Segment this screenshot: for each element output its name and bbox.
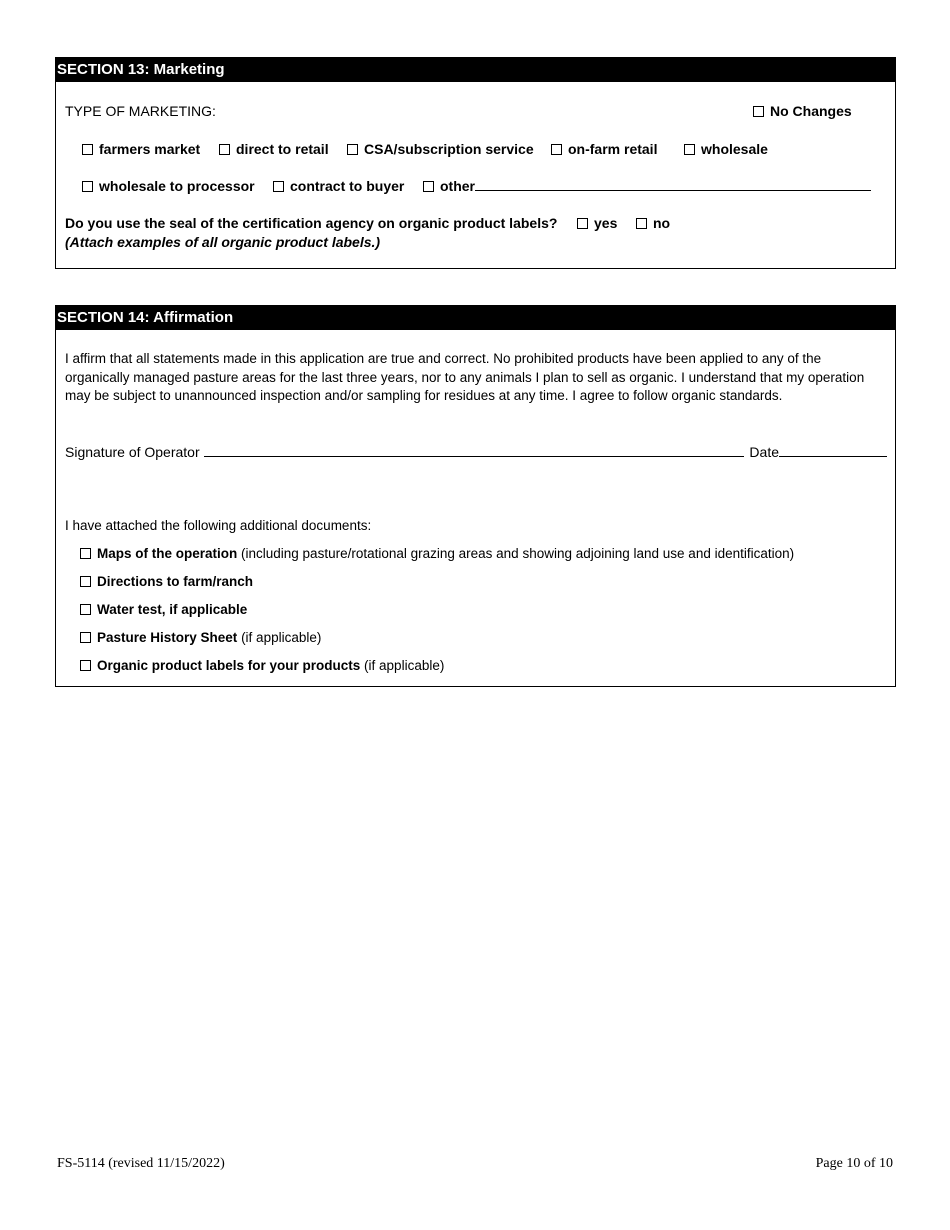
doc-water-title: Water test, if applicable (97, 602, 248, 617)
doc-pasture-checkbox[interactable] (80, 632, 91, 643)
doc-labels-title: Organic product labels for your products (97, 658, 361, 673)
farmers-market-label: farmers market (99, 141, 201, 157)
type-of-marketing-label: TYPE OF MARKETING: (65, 103, 216, 119)
signature-line[interactable] (204, 444, 744, 457)
farmers-market-checkbox[interactable] (82, 144, 93, 155)
no-changes-option[interactable] (753, 103, 852, 119)
no-changes-label: No Changes (770, 103, 852, 119)
doc-maps-checkbox[interactable] (80, 548, 91, 559)
direct-to-retail-label: direct to retail (236, 141, 329, 157)
page-number: Page 10 of 10 (815, 1156, 893, 1171)
doc-pasture-title: Pasture History Sheet (97, 630, 238, 645)
on-farm-retail-label: on-farm retail (568, 141, 658, 157)
direct-to-retail-checkbox[interactable] (219, 144, 230, 155)
date-line[interactable] (779, 444, 887, 457)
doc-item-labels[interactable] (80, 658, 444, 673)
seal-question-text: Do you use the seal of the certification agency on organic product labels? (65, 215, 558, 231)
doc-item-water-test[interactable] (80, 602, 247, 617)
other-text-line[interactable] (475, 178, 871, 191)
doc-directions-checkbox[interactable] (80, 576, 91, 587)
date-label: Date (749, 444, 779, 460)
affirmation-text: I affirm that all statements made in this application are true and correct. No prohibited products have been applied to any of the organically managed pasture areas for the last three years, nor to any animals I plan to sell as organic. I understand that my operation may be subject to unannounced inspection and/or sampling for residues at any time. I agree to follow organic standards. (65, 351, 865, 403)
option-csa-subscription[interactable] (347, 141, 534, 157)
doc-directions-title: Directions to farm/ranch (97, 574, 254, 589)
form-id: FS-5114 (revised 11/15/2022) (57, 1156, 225, 1171)
wholesale-to-processor-label: wholesale to processor (99, 178, 255, 194)
section-14-affirmation (55, 305, 896, 687)
doc-maps-note: (including pasture/rotational grazing areas and showing adjoining land use and identification) (237, 546, 795, 561)
option-farmers-market[interactable] (82, 141, 200, 157)
option-wholesale-to-processor[interactable] (82, 178, 255, 194)
doc-item-directions[interactable] (80, 574, 253, 589)
section-14-title: SECTION 14: Affirmation (56, 306, 895, 330)
seal-question (65, 215, 557, 231)
seal-no-checkbox[interactable] (636, 218, 647, 229)
doc-labels-note: (if applicable) (360, 658, 445, 673)
doc-item-pasture-history[interactable] (80, 630, 321, 645)
doc-labels-checkbox[interactable] (80, 660, 91, 671)
wholesale-to-processor-checkbox[interactable] (82, 181, 93, 192)
option-direct-to-retail[interactable] (219, 141, 329, 157)
other-checkbox[interactable] (423, 181, 434, 192)
doc-pasture-note: (if applicable) (237, 630, 322, 645)
documents-intro: I have attached the following additional documents: (65, 518, 372, 533)
wholesale-checkbox[interactable] (684, 144, 695, 155)
wholesale-label: wholesale (701, 141, 768, 157)
option-contract-to-buyer[interactable] (273, 178, 404, 194)
seal-no-label: no (653, 215, 671, 231)
no-changes-checkbox[interactable] (753, 106, 764, 117)
on-farm-retail-checkbox[interactable] (551, 144, 562, 155)
attach-note: (Attach examples of all organic product labels.) (65, 234, 381, 250)
csa-label: CSA/subscription service (364, 141, 534, 157)
signature-label: Signature of Operator (65, 444, 200, 460)
section-13-marketing (55, 57, 896, 269)
seal-yes-checkbox[interactable] (577, 218, 588, 229)
other-label: other (440, 178, 475, 194)
doc-water-checkbox[interactable] (80, 604, 91, 615)
option-wholesale[interactable] (684, 141, 768, 157)
section-13-title: SECTION 13: Marketing (56, 58, 895, 82)
seal-yes-option[interactable] (577, 215, 617, 231)
option-other[interactable] (423, 178, 871, 194)
signature-row (65, 444, 887, 460)
contract-to-buyer-label: contract to buyer (290, 178, 405, 194)
doc-maps-title: Maps of the operation (97, 546, 238, 561)
csa-checkbox[interactable] (347, 144, 358, 155)
contract-to-buyer-checkbox[interactable] (273, 181, 284, 192)
seal-yes-label: yes (594, 215, 618, 231)
option-on-farm-retail[interactable] (551, 141, 657, 157)
doc-item-maps[interactable] (80, 546, 794, 561)
seal-no-option[interactable] (636, 215, 670, 231)
